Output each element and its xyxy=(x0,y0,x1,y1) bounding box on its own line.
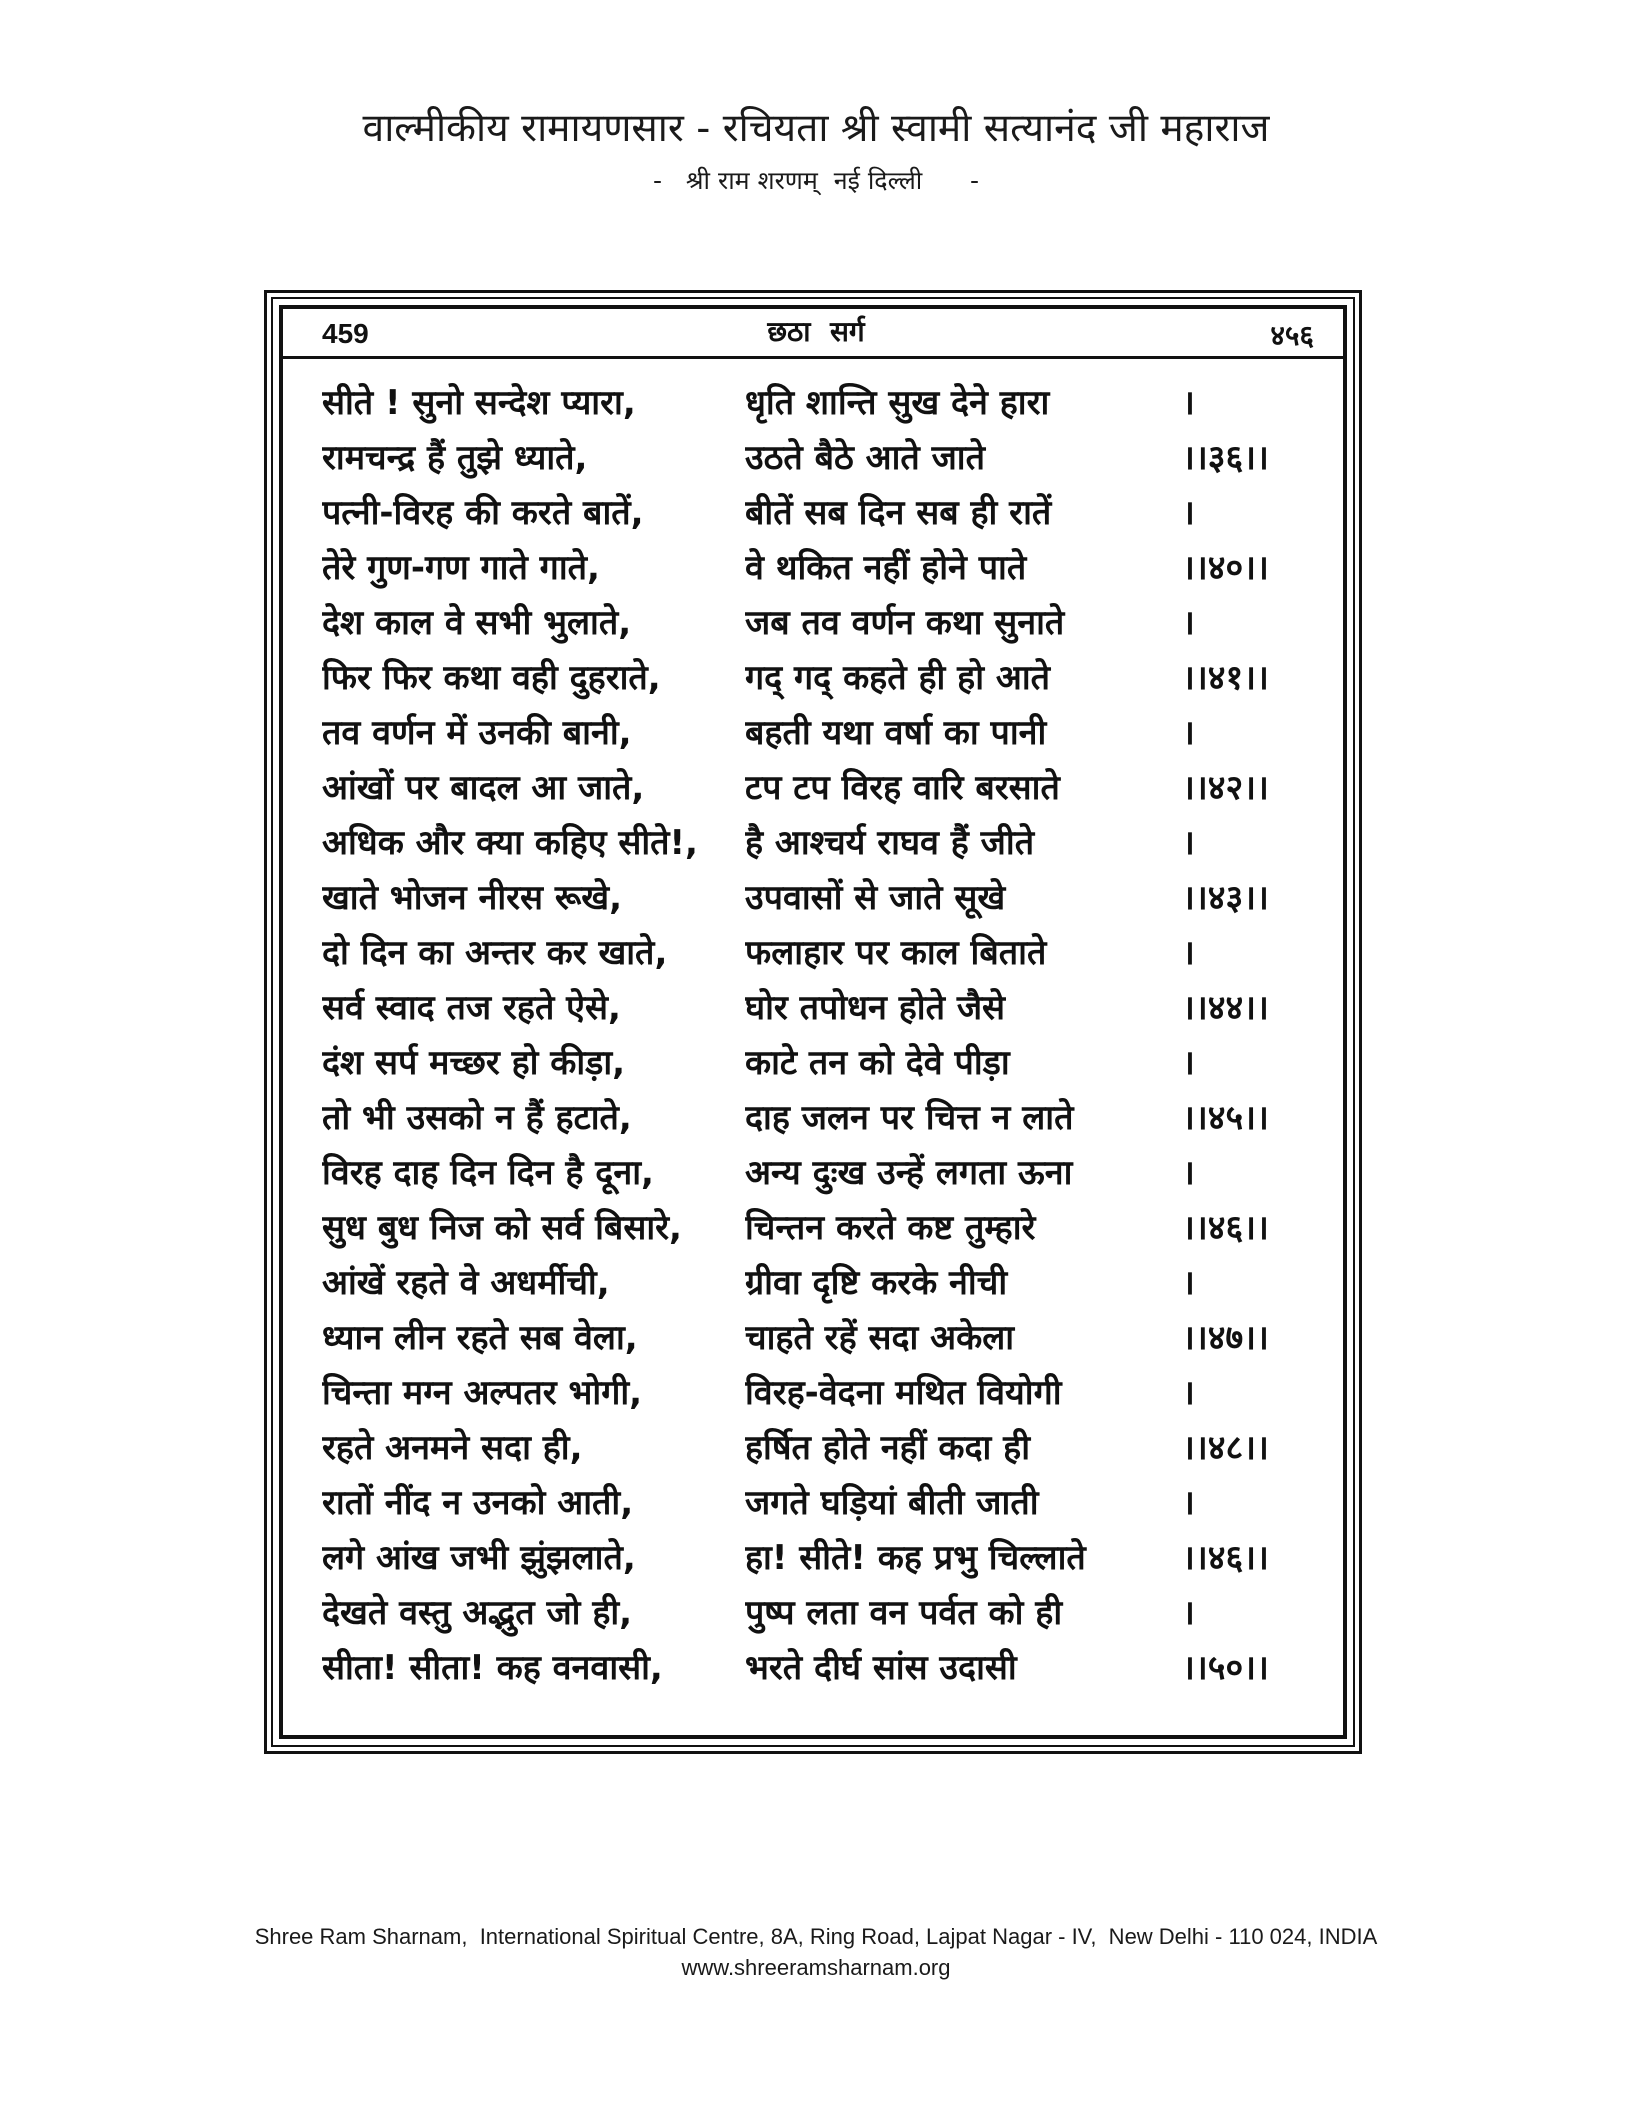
verse-first-half: आंखें रहते वे अधर्मीची, xyxy=(322,1263,610,1303)
verse-second-half: चाहते रहें सदा अकेला xyxy=(745,1318,1015,1358)
document-title: वाल्मीकीय रामायणसार - रचियता श्री स्वामी सत्यानंद जी महाराज xyxy=(362,106,1270,151)
verse-marker: ।।४६।। xyxy=(1182,1538,1269,1578)
verse-line xyxy=(0,485,1632,541)
verse-second-half: जगते घड़ियां बीती जाती xyxy=(745,1483,1039,1523)
verse-marker: ।।४८।। xyxy=(1182,1428,1269,1468)
verse-second-half: फलाहार पर काल बिताते xyxy=(745,933,1047,973)
verse-first-half: रातों नींद न उनको आती, xyxy=(322,1483,634,1523)
verse-first-half: तव वर्णन में उनकी बानी, xyxy=(322,713,632,753)
verse-marker: । xyxy=(1182,823,1195,863)
verse-line xyxy=(0,925,1632,981)
verse-first-half: दंश सर्प मच्छर हो कीड़ा, xyxy=(322,1043,626,1083)
verse-second-half: घोर तपोधन होते जैसे xyxy=(745,988,1006,1028)
verse-line xyxy=(0,705,1632,761)
page-number-arabic: 459 xyxy=(322,318,369,349)
verse-first-half: अधिक और क्या कहिए सीते!, xyxy=(322,823,698,863)
verse-marker: । xyxy=(1182,1153,1195,1193)
verse-first-half: ध्यान लीन रहते सब वेला, xyxy=(322,1318,638,1358)
verse-second-half: चिन्तन करते कष्ट तुम्हारे xyxy=(745,1208,1036,1248)
verse-line xyxy=(0,1640,1632,1696)
verse-line xyxy=(0,1420,1632,1476)
verse-second-half: टप टप विरह वारि बरसाते xyxy=(745,768,1060,808)
verse-first-half: देखते वस्तु अद्भुत जो ही, xyxy=(322,1593,633,1633)
verse-line xyxy=(0,650,1632,706)
verse-line xyxy=(0,1255,1632,1311)
verse-first-half: सीते ! सुनो सन्देश प्यारा, xyxy=(322,383,636,423)
verse-second-half: जब तव वर्णन कथा सुनाते xyxy=(745,603,1065,643)
verse-first-half: देश काल वे सभी भुलाते, xyxy=(322,603,632,643)
verse-marker: ।।४१।। xyxy=(1182,658,1269,698)
verse-second-half: है आश्चर्य राघव हैं जीते xyxy=(745,823,1035,863)
verse-first-half: फिर फिर कथा वही दुहराते, xyxy=(322,658,661,698)
verse-first-half: रहते अनमने सदा ही, xyxy=(322,1428,583,1468)
verse-first-half: लगे आंख जभी झुंझलाते, xyxy=(322,1538,636,1578)
verse-marker: ।।३६।। xyxy=(1182,438,1269,478)
verse-second-half: हर्षित होते नहीं कदा ही xyxy=(745,1428,1031,1468)
verse-marker: ।।४७।। xyxy=(1182,1318,1269,1358)
verse-line xyxy=(0,595,1632,651)
verse-marker: । xyxy=(1182,1373,1195,1413)
verse-first-half: रामचन्द्र हैं तुझे ध्याते, xyxy=(322,438,588,478)
verse-marker: । xyxy=(1182,603,1195,643)
verse-second-half: वे थकित नहीं होने पाते xyxy=(745,548,1027,588)
verse-second-half: दाह जलन पर चित्त न लाते xyxy=(745,1098,1074,1138)
verse-marker: । xyxy=(1182,1043,1195,1083)
verse-line xyxy=(0,870,1632,926)
verse-line xyxy=(0,1200,1632,1256)
verse-marker: । xyxy=(1182,383,1195,423)
verse-line xyxy=(0,1310,1632,1366)
verse-first-half: पत्नी-विरह की करते बातें, xyxy=(322,493,644,533)
verse-line xyxy=(0,540,1632,596)
footer-website-link[interactable]: www.shreeramsharnam.org xyxy=(681,1955,951,1980)
verse-second-half: पुष्प लता वन पर्वत को ही xyxy=(745,1593,1063,1633)
verse-marker: । xyxy=(1182,493,1195,533)
footer-address: Shree Ram Sharnam, International Spiritual Centre, 8A, Ring Road, Lajpat Nagar - IV, New Delhi - 110 024, INDIA xyxy=(254,1924,1378,1949)
verse-first-half: खाते भोजन नीरस रूखे, xyxy=(322,878,623,918)
verse-second-half: विरह-वेदना मथित वियोगी xyxy=(745,1373,1062,1413)
verse-line xyxy=(0,1035,1632,1091)
verse-line xyxy=(0,430,1632,486)
verse-first-half: तेरे गुण-गण गाते गाते, xyxy=(322,548,600,588)
document-subtitle: - श्री राम शरणम् नई दिल्ली - xyxy=(653,166,979,195)
verse-line xyxy=(0,1475,1632,1531)
verse-marker: । xyxy=(1182,713,1195,753)
verse-second-half: ग्रीवा दृष्टि करके नीची xyxy=(745,1263,1008,1303)
verse-first-half: विरह दाह दिन दिन है दूना, xyxy=(322,1153,654,1193)
verse-marker: । xyxy=(1182,1263,1195,1303)
verse-line xyxy=(0,980,1632,1036)
verse-marker: ।।४५।। xyxy=(1182,1098,1269,1138)
verse-marker: ।।४६।। xyxy=(1182,1208,1269,1248)
verse-second-half: बहती यथा वर्षा का पानी xyxy=(745,713,1047,753)
verse-second-half: भरते दीर्घ सांस उदासी xyxy=(745,1648,1017,1688)
verse-first-half: तो भी उसको न हैं हटाते, xyxy=(322,1098,632,1138)
verse-marker: ।।४०।। xyxy=(1182,548,1269,588)
verse-second-half: उपवासों से जाते सूखे xyxy=(745,878,1006,918)
verse-line xyxy=(0,1365,1632,1421)
chapter-title: छठा सर्ग xyxy=(767,315,865,348)
verse-second-half: गद् गद् कहते ही हो आते xyxy=(745,658,1050,698)
verse-first-half: दो दिन का अन्तर कर खाते, xyxy=(322,933,668,973)
verse-marker: । xyxy=(1182,933,1195,973)
verse-first-half: सर्व स्वाद तज रहते ऐसे, xyxy=(322,988,621,1028)
verse-second-half: बीतें सब दिन सब ही रातें xyxy=(745,493,1052,533)
verse-first-half: सुध बुध निज को सर्व बिसारे, xyxy=(322,1208,682,1248)
verse-marker: । xyxy=(1182,1483,1195,1523)
verse-line xyxy=(0,1090,1632,1146)
verse-line xyxy=(0,760,1632,816)
verse-line xyxy=(0,1585,1632,1641)
header-divider xyxy=(283,356,1343,359)
verse-line xyxy=(0,375,1632,431)
verse-marker: ।।५०।। xyxy=(1182,1648,1269,1688)
page-number-devanagari: ४५६ xyxy=(1270,319,1314,352)
verse-second-half: काटे तन को देवे पीड़ा xyxy=(745,1043,1010,1083)
verse-second-half: हा! सीते! कह प्रभु चिल्लाते xyxy=(745,1538,1086,1578)
verse-marker: ।।४४।। xyxy=(1182,988,1269,1028)
verse-first-half: चिन्ता मग्न अल्पतर भोगी, xyxy=(322,1373,643,1413)
verse-marker: । xyxy=(1182,1593,1195,1633)
verse-line xyxy=(0,1530,1632,1586)
verse-second-half: उठते बैठे आते जाते xyxy=(745,438,985,478)
verse-marker: ।।४२।। xyxy=(1182,768,1269,808)
verse-second-half: धृति शान्ति सुख देने हारा xyxy=(745,383,1050,423)
verse-first-half: सीता! सीता! कह वनवासी, xyxy=(322,1648,663,1688)
verse-line xyxy=(0,815,1632,871)
verse-line xyxy=(0,1145,1632,1201)
verse-marker: ।।४३।। xyxy=(1182,878,1269,918)
verse-second-half: अन्य दुःख उन्हें लगता ऊना xyxy=(745,1153,1073,1193)
verse-first-half: आंखों पर बादल आ जाते, xyxy=(322,768,645,808)
